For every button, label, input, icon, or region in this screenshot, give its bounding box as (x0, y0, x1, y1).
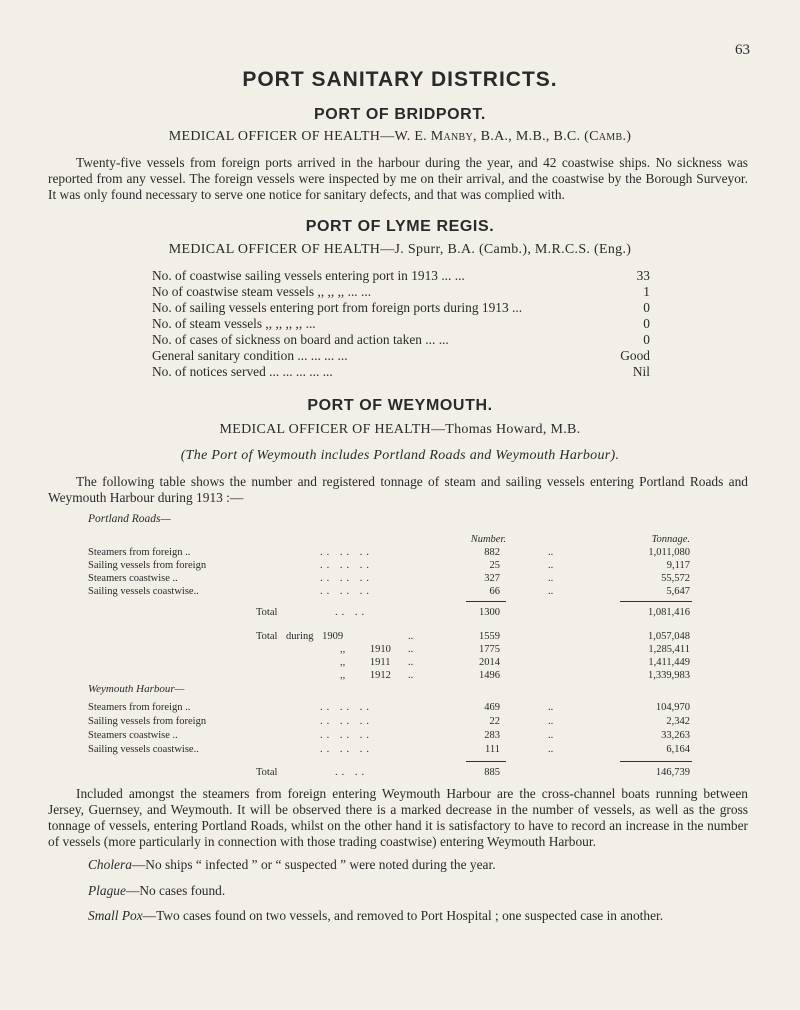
lyme-item-label: No. of cases of sickness on board and action taken ... ... (152, 332, 449, 347)
lyme-regis-heading: PORT OF LYME REGIS. (305, 218, 495, 235)
weymouth-intro: The following table shows the number and registered tonnage of steam and sailing vessels entering Portland Roads and Weymouth Harbour during 1913 :— (48, 474, 748, 505)
table-row-sep: .. (548, 716, 554, 727)
lyme-item-label: No. of sailing vessels entering port from foreign ports during 1913 ... (152, 300, 523, 315)
table-row-label: Sailing vessels coastwise.. (88, 744, 199, 755)
main-title: PORT SANITARY DISTRICTS. (242, 68, 558, 91)
table-row-number: 327 (484, 573, 500, 584)
table-row-number: 66 (489, 586, 500, 597)
history-row-label: Total during 1909 (256, 631, 344, 642)
disease-text: —Two cases found on two vessels, and removed to Port Hospital ; one suspected case in another. (142, 908, 664, 923)
bridport-heading: PORT OF BRIDPORT. (314, 106, 486, 123)
page-number: 63 (735, 42, 750, 58)
disease-line-cholera (88, 857, 496, 873)
table-row-number: 469 (484, 702, 500, 713)
table-row-number: 111 (485, 744, 500, 755)
col-number-header: Number. (470, 534, 506, 545)
table-row-tonnage: 33,263 (661, 730, 690, 741)
col-tonnage-header: Tonnage. (651, 534, 690, 545)
table-row-number: 882 (484, 547, 500, 558)
disease-line-small-pox (88, 908, 663, 924)
history-row-number: 2014 (479, 657, 500, 668)
portland-total-number: 1300 (479, 607, 500, 618)
table-row-label: Steamers from foreign .. (88, 702, 191, 713)
lyme-item-value: Nil (632, 364, 650, 379)
weymouth-note: (The Port of Weymouth includes Portland Roads and Weymouth Harbour). (180, 448, 620, 463)
history-row-dots: .. (408, 631, 414, 642)
weymouth-closing-paragraph: Included amongst the steamers from foreign entering Weymouth Harbour are the cross-channel boats running between Jersey, Guernsey, and Weymouth. It will be observed there is a marked decrease in the number of vessels, as well as the gross tonnage of vessels, entering Portland Roads, whilst on the other hand it is satisfactory to have to record an increase in the number of vessels (more particularly in connection with those trading coastwise) entering Weymouth Harbour. (48, 786, 748, 849)
lyme-item-label: No. of coastwise sailing vessels entering port in 1913 ... ... (152, 268, 465, 283)
history-row-tonnage: 1,411,449 (648, 657, 690, 668)
disease-name: Small Pox (88, 908, 143, 923)
table-row-dots: .. .. .. (320, 573, 373, 584)
history-row-label: ,, 1912 (340, 670, 391, 681)
weymouth-total-number: 885 (484, 767, 500, 778)
weymouth-total-label: Total (256, 767, 278, 778)
portland-roads-label: Portland Roads— (88, 513, 171, 525)
table-row-tonnage: 2,342 (666, 716, 690, 727)
lyme-item-value: 0 (643, 316, 650, 331)
weymouth-total-dots: .. .. (335, 767, 369, 778)
weymouth-total-tonnage: 146,739 (655, 767, 690, 778)
table-row-dots: .. .. .. (320, 586, 373, 597)
history-row-number: 1496 (479, 670, 500, 681)
table-row-label: Sailing vessels coastwise.. (88, 586, 199, 597)
history-row-dots: .. (408, 657, 414, 668)
table-row-tonnage: 55,572 (661, 573, 690, 584)
table-row-label: Steamers from foreign .. (88, 547, 191, 558)
history-row-label: ,, 1911 (340, 657, 391, 668)
weymouth-harbour-label: Weymouth Harbour— (88, 683, 185, 695)
table-row-tonnage: 1,011,080 (648, 547, 690, 558)
table-row-sep: .. (548, 744, 554, 755)
disease-line-plague (88, 883, 225, 899)
table-row-tonnage: 6,164 (666, 744, 690, 755)
table-row-sep: .. (548, 730, 554, 741)
table-row-dots: .. .. .. (320, 560, 373, 571)
table-row-dots: .. .. .. (320, 547, 373, 558)
disease-name: Cholera (88, 857, 132, 872)
history-row-number: 1775 (479, 644, 500, 655)
table-row-dots: .. .. .. (320, 716, 373, 727)
weymouth-officer: MEDICAL OFFICER OF HEALTH—Thomas Howard, M.B. (219, 422, 581, 437)
history-row-tonnage: 1,285,411 (648, 644, 690, 655)
table-row-sep: .. (548, 573, 554, 584)
table-row-tonnage: 104,970 (655, 702, 690, 713)
table-row-dots: .. .. .. (320, 730, 373, 741)
disease-name: Plague (88, 883, 126, 898)
lyme-item-value: 0 (643, 332, 650, 347)
history-row-number: 1559 (479, 631, 500, 642)
total-rule-number (466, 761, 506, 762)
history-row-tonnage: 1,339,983 (648, 670, 690, 681)
table-row-sep: .. (548, 547, 554, 558)
history-row-dots: .. (408, 670, 414, 681)
bridport-paragraph: Twenty-five vessels from foreign ports arrived in the harbour during the year, and 42 coastwise ships. No sickness was reported from any vessel. The foreign vessels were inspected by me on their arrival, and the coastwise by the Borough Surveyor. It was only found necessary to serve one notice for sanitary defects, and that was complied with. (48, 155, 748, 202)
table-row-sep: .. (548, 702, 554, 713)
bridport-officer: MEDICAL OFFICER OF HEALTH—W. E. Manby, B.A., M.B., B.C. (Camb.) (168, 129, 632, 144)
lyme-item-value: 0 (643, 300, 650, 315)
history-row-label: ,, 1910 (340, 644, 391, 655)
disease-text: —No cases found. (125, 883, 226, 898)
table-row-label: Steamers coastwise .. (88, 730, 178, 741)
history-row-dots: .. (408, 644, 414, 655)
table-row-sep: .. (548, 586, 554, 597)
history-row-tonnage: 1,057,048 (648, 631, 690, 642)
table-row-sep: .. (548, 560, 554, 571)
lyme-item-value: Good (620, 348, 650, 363)
lyme-regis-officer: MEDICAL OFFICER OF HEALTH—J. Spurr, B.A. (Camb.), M.R.C.S. (Eng.) (168, 242, 632, 257)
lyme-item-value: 33 (636, 268, 650, 283)
total-rule-tonnage (620, 761, 692, 762)
table-row-number: 22 (489, 716, 500, 727)
total-rule-tonnage (620, 601, 692, 602)
portland-total-dots: .. .. (335, 607, 369, 618)
table-row-dots: .. .. .. (320, 744, 373, 755)
total-rule-number (466, 601, 506, 602)
table-row-number: 25 (489, 560, 500, 571)
lyme-item-label: No. of notices served ... ... ... ... ... (152, 364, 333, 379)
table-row-label: Steamers coastwise .. (88, 573, 178, 584)
weymouth-heading: PORT OF WEYMOUTH. (307, 397, 493, 414)
portland-total-tonnage: 1,081,416 (648, 607, 690, 618)
table-row-label: Sailing vessels from foreign (88, 560, 207, 571)
table-row-dots: .. .. .. (320, 702, 373, 713)
lyme-item-label: General sanitary condition ... ... ... ... (152, 348, 348, 363)
disease-text: —No ships “ infected ” or “ suspected ” were noted during the year. (131, 857, 496, 872)
portland-total-label: Total (256, 607, 278, 618)
lyme-item-label: No. of steam vessels ,, ,, ,, ,, ... (152, 316, 316, 331)
lyme-item-label: No of coastwise steam vessels ,, ,, ,, ... ... (152, 284, 372, 299)
table-row-label: Sailing vessels from foreign (88, 716, 207, 727)
table-row-number: 283 (484, 730, 500, 741)
table-row-tonnage: 9,117 (666, 560, 690, 571)
table-row-tonnage: 5,647 (666, 586, 690, 597)
lyme-item-value: 1 (643, 284, 650, 299)
